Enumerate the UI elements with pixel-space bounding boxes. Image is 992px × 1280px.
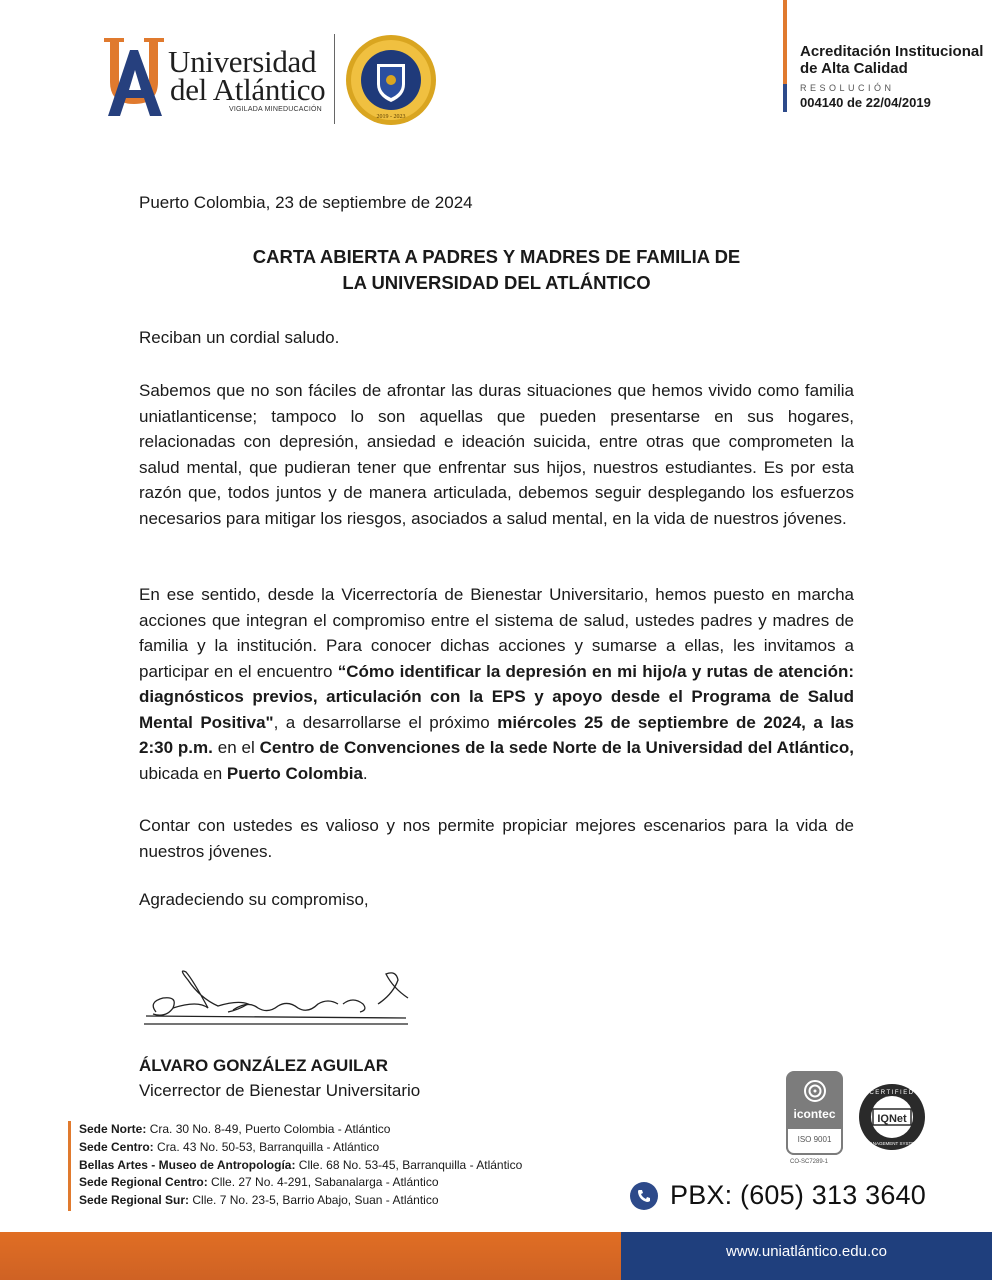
accreditation-title-line2: de Alta Calidad <box>800 60 908 77</box>
university-name-line1: Universidad <box>168 44 317 79</box>
address-accent-bar <box>68 1121 71 1211</box>
letter-greeting: Reciban un cordial saludo. <box>139 328 340 347</box>
svg-text:2019 - 2023: 2019 - 2023 <box>376 114 406 120</box>
event-city: Puerto Colombia <box>226 763 363 783</box>
svg-text:IQNet: IQNet <box>877 1113 907 1125</box>
campus-label: Sede Regional Sur: <box>79 1193 190 1208</box>
signer-name: ÁLVARO GONZÁLEZ AGUILAR <box>139 1056 388 1075</box>
campus-value: Cra. 30 No. 8-49, Puerto Colombia - Atlántico <box>146 1122 391 1136</box>
resolution-value: 004140 de 22/04/2019 <box>800 95 931 110</box>
pbx-number: PBX: (605) 313 3640 <box>670 1180 926 1210</box>
campus-label: Sede Centro: <box>79 1139 154 1154</box>
campus-address <box>79 1192 522 1210</box>
campus-address <box>79 1157 522 1175</box>
paragraph-2-text: en el <box>212 738 260 757</box>
event-place: Centro de Convenciones de la sede Norte de la Universidad del Atlántico, <box>259 738 854 757</box>
accreditation-bar-blue <box>783 84 787 112</box>
resolution-label: RESOLUCIÓN <box>800 83 895 93</box>
campus-address <box>79 1174 522 1192</box>
iso-label: ISO 9001 <box>797 1135 832 1144</box>
letter-closing: Agradeciendo su compromiso, <box>139 890 369 909</box>
paragraph-2-text: ubicada en <box>139 763 227 783</box>
letter-title-line2: LA UNIVERSIDAD DEL ATLÁNTICO <box>342 272 651 293</box>
icontec-icon <box>803 1079 827 1103</box>
icontec-certification-logo <box>786 1071 843 1155</box>
campus-value: Clle. 7 No. 23-5, Barrio Abajo, Suan - Atlántico <box>189 1193 439 1208</box>
event-name: “Cómo identificar la depresión en mi hijo/a y rutas de atención: diagnósticos previos, articulación con la EPS y apoyo desde el Programa de Salud Mental Positiva" <box>139 661 855 732</box>
accreditation-seal-icon <box>345 34 437 126</box>
campus-label: Sede Regional Centro: <box>79 1175 208 1190</box>
letter-title-line1: CARTA ABIERTA A PADRES Y MADRES DE FAMILIA DE <box>252 246 741 267</box>
university-name-line2: del Atlántico <box>170 72 326 107</box>
paragraph-2-text: En ese sentido, desde la Vicerrectoría de Bienestar Universitario, hemos puesto en marcha acciones que integran el compromiso entre el sistema de salud, ustedes padres y madres de familia y la institución. Para conocer dichas acciones y sumarse a ellas, les invitamos a participar en el encuentro <box>139 585 854 681</box>
campus-value: Cra. 43 No. 50-53, Barranquilla - Atlántico <box>153 1139 380 1154</box>
accreditation-title-line1: Acreditación Institucional <box>800 43 984 60</box>
icontec-code: CO-SC7289-1 <box>790 1159 829 1165</box>
accreditation-bar-orange <box>783 0 787 84</box>
event-date: miércoles 25 de septiembre de 2024, a las 2:30 p.m. <box>139 712 854 757</box>
campus-address <box>79 1139 522 1157</box>
header-divider <box>334 34 335 124</box>
iqnet-certification-icon <box>858 1083 926 1151</box>
campus-address <box>79 1121 522 1139</box>
letter-title <box>139 244 854 296</box>
paragraph-3: Contar con ustedes es valioso y nos permite propiciar mejores escenarios para la vida de nuestros jóvenes. <box>139 816 854 861</box>
svg-text:MANAGEMENT SYSTEM: MANAGEMENT SYSTEM <box>866 1141 918 1146</box>
footer-band-orange <box>0 1232 621 1280</box>
paragraph-2-text: . <box>362 763 368 783</box>
icontec-label: icontec <box>793 1107 836 1121</box>
paragraph-1: Sabemos que no son fáciles de afrontar las duras situaciones que hemos vivido como familia uniatlanticense; tampoco lo son aquellas que pueden presentarse en sus hogares, relacionadas con depresión, ansiedad e ideación suicida, entre otras que comprometen la salud mental, que pudieran tener que enfrentar sus hijos, nuestros estudiantes. Es por esta razón que, todos juntos y de manera articulada, debemos seguir desplegando los esfuerzos necesarios para mitigar los riesgos, asociados a salud mental, en la vida de nuestros jóvenes. <box>139 381 854 528</box>
university-logo-mark-icon <box>100 36 168 118</box>
accreditation-title <box>800 43 983 77</box>
website-link[interactable]: www.uniatlántico.edu.co <box>726 1243 887 1260</box>
campus-value: Clle. 68 No. 53-45, Barranquilla - Atlántico <box>295 1157 523 1172</box>
signer-role: Vicerrector de Bienestar Universitario <box>139 1081 421 1100</box>
signature-image <box>138 960 413 1032</box>
vigilada-label: VIGILADA MINEDUCACIÓN <box>229 106 322 113</box>
paragraph-2 <box>139 582 854 786</box>
letter-date: Puerto Colombia, 23 de septiembre de 2024 <box>139 193 473 212</box>
phone-icon <box>630 1182 658 1210</box>
campus-label: Bellas Artes - Museo de Antropología: <box>79 1157 296 1172</box>
campus-value: Clle. 27 No. 4-291, Sabanalarga - Atlántico <box>207 1175 439 1190</box>
paragraph-2-text: , a desarrollarse el próximo <box>273 712 498 732</box>
svg-text:CERTIFIED: CERTIFIED <box>869 1090 915 1096</box>
campus-label: Sede Norte: <box>79 1122 147 1136</box>
campus-address-list <box>79 1121 522 1210</box>
pbx-contact <box>630 1180 926 1211</box>
university-name <box>168 44 326 107</box>
